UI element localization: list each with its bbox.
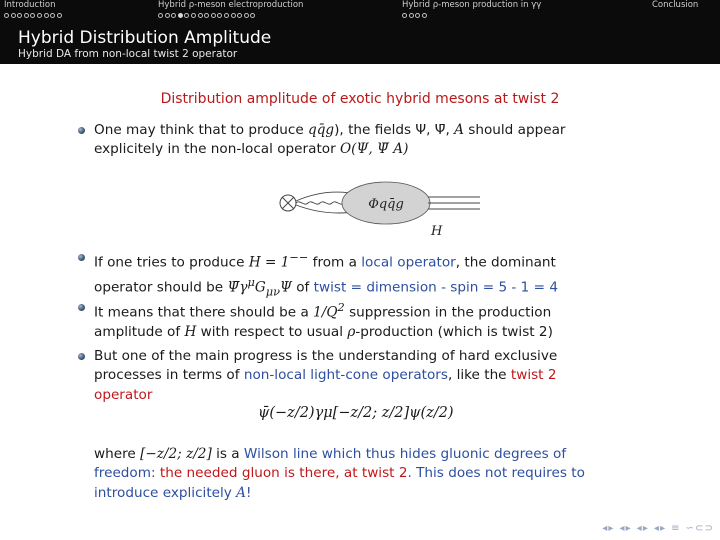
nav-dots xyxy=(158,13,303,19)
text: is a xyxy=(211,446,244,462)
nav-dot[interactable] xyxy=(184,13,189,18)
math-text: ρ xyxy=(347,323,356,340)
math-text: A xyxy=(236,484,246,501)
text: , like the xyxy=(447,367,511,384)
nav-dot[interactable] xyxy=(237,13,242,18)
bullet-line xyxy=(94,121,694,140)
text: amplitude of xyxy=(94,323,185,340)
nav-dot[interactable] xyxy=(44,13,49,18)
bullet-line xyxy=(94,248,694,273)
bullet-line xyxy=(94,298,694,323)
nav-dot[interactable] xyxy=(4,13,9,18)
text: It means that there should be a xyxy=(94,304,314,321)
nav-dot[interactable] xyxy=(204,13,209,18)
nav-dot[interactable] xyxy=(165,13,170,18)
text: , the dominant xyxy=(455,254,556,271)
nav-section-label[interactable]: Hybrid ρ-meson electroproduction xyxy=(158,0,304,10)
nav-dot[interactable] xyxy=(24,13,29,18)
bullet-line xyxy=(94,366,694,385)
text: from a xyxy=(308,254,362,271)
beamer-navigation-controls xyxy=(602,523,712,534)
text: operator should be xyxy=(94,279,228,296)
text: . This does not requires to xyxy=(407,465,585,482)
twist-2-highlight: twist 2 xyxy=(510,367,557,384)
frame-title-bar xyxy=(0,24,720,64)
text: where xyxy=(94,446,141,462)
bullet-icon xyxy=(78,304,85,311)
top-navigation-bar xyxy=(0,0,720,24)
nav-section-conclusion[interactable] xyxy=(652,0,698,10)
math-text: 1/Q xyxy=(313,304,338,321)
math-superscript: −− xyxy=(289,250,309,264)
nav-dot[interactable] xyxy=(250,13,255,18)
operator-equation: ψ̄(−z/2)γμ[−z/2; z/2]ψ(z/2) xyxy=(258,405,454,421)
meson-label: H xyxy=(431,224,443,239)
nav-subsection-arrows[interactable]: ◂ ▸ xyxy=(619,523,630,534)
nav-dot[interactable] xyxy=(158,13,163,18)
nav-section-label[interactable]: Conclusion xyxy=(652,0,699,10)
nav-menu-icon[interactable]: ≡ xyxy=(671,523,679,534)
bullet-line xyxy=(94,323,694,342)
math-text: H = 1 xyxy=(248,254,290,271)
nav-dot[interactable] xyxy=(402,13,407,18)
math-superscript: μ xyxy=(247,274,255,289)
text: processes in terms of xyxy=(94,367,244,384)
text: introduce explicitely xyxy=(94,484,237,501)
page-subtitle: Hybrid DA from non-local twist 2 operator xyxy=(18,48,238,60)
nav-dot[interactable] xyxy=(50,13,55,18)
bullet-icon xyxy=(78,254,85,261)
bullet-line: But one of the main progress is the understanding of hard exclusive xyxy=(94,348,558,364)
text: explicitely in the non-local operator xyxy=(94,141,341,158)
text: with respect to usual xyxy=(196,323,348,340)
nav-dot[interactable] xyxy=(217,13,222,18)
nav-dot[interactable] xyxy=(57,13,62,18)
bullet-item xyxy=(94,298,694,342)
text: ! xyxy=(246,484,252,501)
bullet-icon xyxy=(78,127,85,134)
nav-document-arrows[interactable]: ◂ ▸ xyxy=(653,523,665,534)
math-text: G xyxy=(254,279,266,296)
nav-dots xyxy=(402,13,541,19)
text: should appear xyxy=(463,122,566,138)
page-title: Hybrid Distribution Amplitude xyxy=(18,28,272,48)
nav-dot[interactable] xyxy=(171,13,176,18)
bullet-line xyxy=(94,445,694,464)
text: -production (which is twist 2) xyxy=(355,323,553,340)
nav-section-hybrid-gamma-gamma[interactable] xyxy=(402,0,541,19)
blob-label: Φqq̄g xyxy=(368,197,404,212)
nav-section-label[interactable]: Hybrid ρ-meson production in γγ xyxy=(402,0,542,10)
nav-dots xyxy=(4,13,62,19)
nav-frame-arrows[interactable]: ◂ ▸ xyxy=(602,523,613,534)
math-text: Ψ xyxy=(280,279,292,296)
twist-definition: twist = dimension - spin = 5 - 1 = 4 xyxy=(313,279,558,296)
nav-dot[interactable] xyxy=(415,13,420,18)
math-text: H xyxy=(184,323,197,340)
nav-dot[interactable] xyxy=(231,13,236,18)
math-text: Ψ̄γ xyxy=(227,279,248,296)
bullet-item xyxy=(94,347,694,405)
nav-dot[interactable] xyxy=(178,13,183,18)
math-superscript: 2 xyxy=(337,300,345,314)
nav-dot[interactable] xyxy=(17,13,22,18)
text: freedom: xyxy=(94,465,160,482)
nav-dot[interactable] xyxy=(422,13,427,18)
text: One may think that to produce xyxy=(94,122,309,138)
bullet-item xyxy=(94,248,694,301)
nav-dot[interactable] xyxy=(409,13,414,18)
bullet-line xyxy=(94,464,694,483)
nav-dot[interactable] xyxy=(244,13,249,18)
bullet-item xyxy=(94,121,694,160)
needed-gluon-highlight: the needed gluon is there, at twist 2 xyxy=(159,465,408,482)
text: If one tries to produce xyxy=(94,254,249,271)
nav-dot[interactable] xyxy=(11,13,16,18)
nav-dot[interactable] xyxy=(191,13,196,18)
text: ), the fields Ψ, Ψ̄, xyxy=(334,122,455,138)
nav-section-arrows[interactable]: ◂ ▸ xyxy=(636,523,647,534)
wilson-line-text: Wilson line which thus hides gluonic degrees of xyxy=(243,446,567,462)
nav-dot[interactable] xyxy=(37,13,42,18)
bullet-icon xyxy=(78,353,85,360)
light-cone-operators-link[interactable]: non-local light-cone operators xyxy=(243,367,448,384)
hybrid-meson-diagram xyxy=(268,177,488,239)
nav-dot[interactable] xyxy=(224,13,229,18)
bullet-continuation xyxy=(94,445,694,503)
math-text: A xyxy=(454,122,464,138)
section-heading: Distribution amplitude of exotic hybrid mesons at twist 2 xyxy=(160,91,560,107)
nav-section-introduction[interactable] xyxy=(4,0,62,19)
math-text: qq̄g xyxy=(308,122,335,138)
text: suppression in the production xyxy=(344,304,552,321)
bullet-line: operator xyxy=(94,386,153,403)
local-operator-link[interactable]: local operator xyxy=(361,254,456,271)
nav-section-label[interactable]: Introduction xyxy=(4,0,56,10)
math-text: O(Ψ, Ψ̄ A) xyxy=(340,141,409,158)
nav-section-hybrid-electroproduction[interactable] xyxy=(158,0,303,19)
nav-dot[interactable] xyxy=(30,13,35,18)
nav-dot[interactable] xyxy=(198,13,203,18)
nav-dot[interactable] xyxy=(211,13,216,18)
math-subscript: μν xyxy=(265,284,280,299)
bullet-line xyxy=(94,140,694,159)
math-text: [−z/2; z/2] xyxy=(140,446,212,462)
text: of xyxy=(291,279,314,296)
nav-search-icon[interactable]: ∽ ⊂ ⊃ xyxy=(685,523,712,534)
bullet-line xyxy=(94,484,694,503)
